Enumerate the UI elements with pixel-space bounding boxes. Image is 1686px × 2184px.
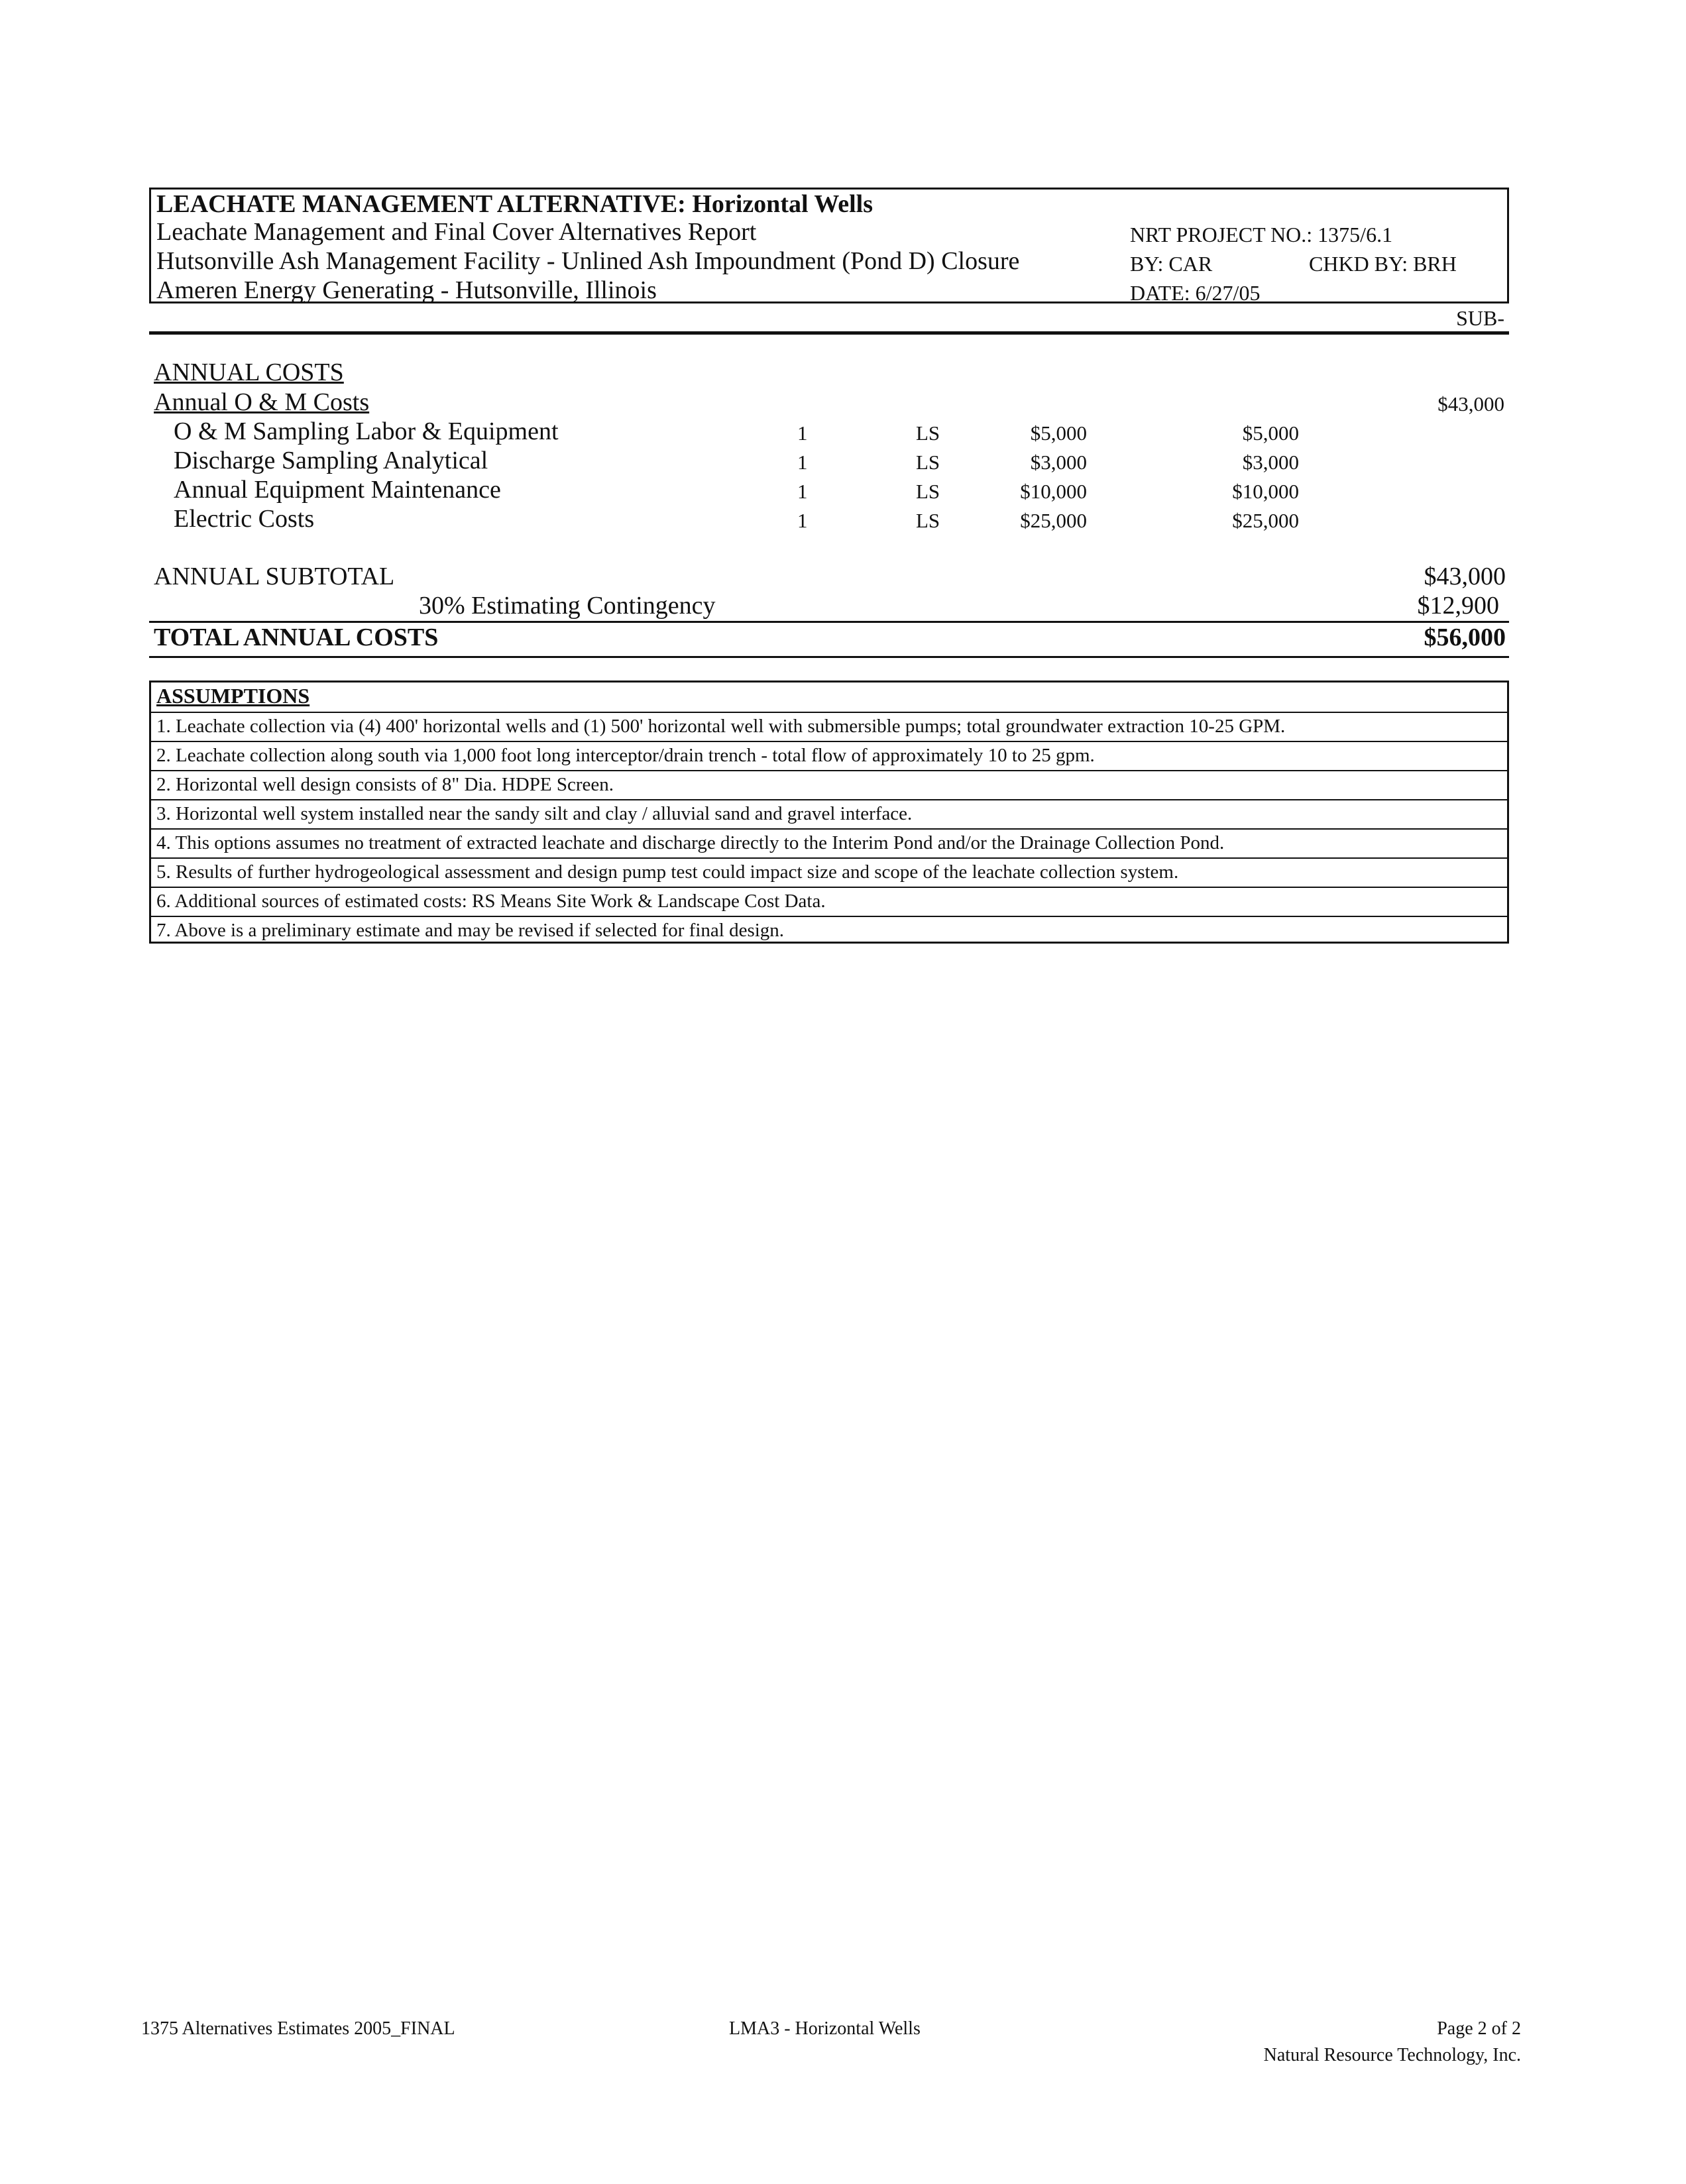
item-qty: 1: [797, 509, 808, 532]
contingency-label: 30% Estimating Contingency: [419, 592, 716, 620]
footer-filename: 1375 Alternatives Estimates 2005_FINAL: [141, 2018, 455, 2039]
assumption-item: 1. Leachate collection via (4) 400' horizontal wells and (1) 500' horizontal well with submersible pumps; total groundwater extraction 10-25 GPM.: [151, 713, 1507, 742]
prepared-by: BY: CAR: [1130, 252, 1213, 276]
item-label: O & M Sampling Labor & Equipment: [174, 417, 559, 445]
item-label: Annual Equipment Maintenance: [174, 476, 501, 504]
assumption-item: 7. Above is a preliminary estimate and may be revised if selected for final design.: [156, 920, 785, 941]
item-label: Discharge Sampling Analytical: [174, 447, 488, 474]
assumption-item: 2. Horizontal well design consists of 8" Dia. HDPE Screen.: [151, 771, 1507, 800]
date: DATE: 6/27/05: [1130, 281, 1261, 305]
item-total: $25,000: [1232, 509, 1299, 532]
checked-by: CHKD BY: BRH: [1309, 252, 1457, 276]
assumption-item: 2. Leachate collection along south via 1,000 foot long interceptor/drain trench - total flow of approximately 10 to 25 gpm.: [151, 742, 1507, 771]
report-name: Leachate Management and Final Cover Alternatives Report: [156, 218, 757, 246]
assumption-item: 5. Results of further hydrogeological assessment and design pump test could impact size and scope of the leachate collection system.: [151, 859, 1507, 888]
item-total: $10,000: [1232, 480, 1299, 503]
header-box: [149, 188, 1509, 303]
annual-subtotal-value: $43,000: [1424, 563, 1506, 590]
assumptions-box: [149, 681, 1509, 944]
item-label: Electric Costs: [174, 505, 315, 533]
footer-page-number: Page 2 of 2: [1437, 2018, 1521, 2039]
item-unit: LS: [916, 509, 940, 532]
total-annual-label: TOTAL ANNUAL COSTS: [154, 624, 439, 651]
assumption-item: 6. Additional sources of estimated costs: RS Means Site Work & Landscape Cost Data.: [151, 888, 1507, 917]
footer-company: Natural Resource Technology, Inc.: [1263, 2045, 1521, 2065]
item-qty: 1: [797, 480, 808, 503]
alternative-title: LEACHATE MANAGEMENT ALTERNATIVE: Horizontal Wells: [156, 190, 873, 218]
item-unit-cost: $25,000: [1020, 509, 1087, 532]
company-location: Ameren Energy Generating - Hutsonville, Illinois: [156, 276, 657, 304]
assumption-item: 4. This options assumes no treatment of extracted leachate and discharge directly to the Interim Pond and/or the Drainage Collection Pond.: [151, 830, 1507, 859]
item-total: $5,000: [1242, 421, 1299, 445]
header-rule: [149, 331, 1509, 335]
item-total: $3,000: [1242, 451, 1299, 474]
annual-om-title: Annual O & M Costs: [154, 388, 370, 416]
assumptions-header: [151, 682, 1507, 713]
contingency-value: $12,900: [1417, 592, 1499, 620]
total-annual-value: $56,000: [1424, 624, 1506, 651]
facility-name: Hutsonville Ash Management Facility - Unlined Ash Impoundment (Pond D) Closure: [156, 247, 1020, 275]
sub-label: SUB-: [1456, 306, 1504, 330]
item-unit-cost: $3,000: [1030, 451, 1087, 474]
assumption-item: 3. Horizontal well system installed near the sandy silt and clay / alluvial sand and gravel interface.: [151, 800, 1507, 830]
annual-subtotal-label: ANNUAL SUBTOTAL: [154, 563, 395, 590]
item-unit: LS: [916, 480, 940, 503]
assumptions-title: ASSUMPTIONS: [156, 684, 310, 708]
item-unit: LS: [916, 421, 940, 445]
total-rule-bottom: [149, 656, 1509, 658]
footer-sheet-name: LMA3 - Horizontal Wells: [729, 2018, 921, 2039]
item-qty: 1: [797, 451, 808, 474]
annual-costs-title: ANNUAL COSTS: [154, 358, 344, 386]
item-qty: 1: [797, 421, 808, 445]
annual-om-subtotal: $43,000: [1437, 392, 1504, 415]
item-unit-cost: $10,000: [1020, 480, 1087, 503]
item-unit: LS: [916, 451, 940, 474]
project-number: NRT PROJECT NO.: 1375/6.1: [1130, 223, 1393, 246]
item-unit-cost: $5,000: [1030, 421, 1087, 445]
